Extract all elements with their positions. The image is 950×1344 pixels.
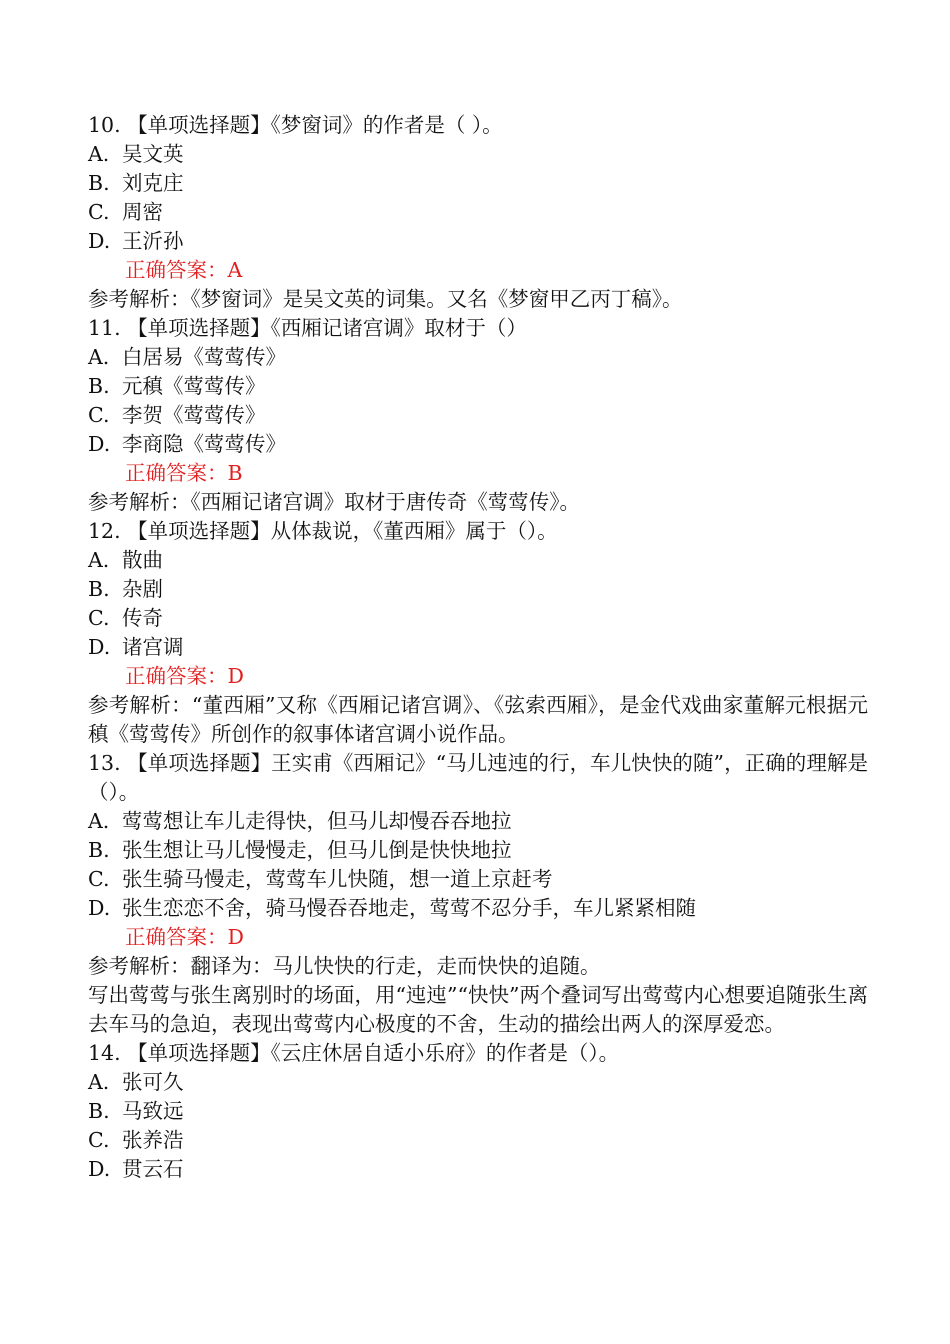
- option-a: A. 吴文英: [88, 142, 184, 166]
- option-d: D. 李商隐《莺莺传》: [88, 432, 286, 456]
- correct-answer: 正确答案：D: [125, 664, 244, 688]
- question-stem: 13. 【单项选择题】王实甫《西厢记》“马儿迍迍的行，车儿快快的随”，正确的理解是（）。: [88, 751, 868, 804]
- correct-answer: 正确答案：B: [125, 461, 243, 485]
- question-12: [88, 517, 868, 749]
- analysis: 参考解析：翻译为：马儿快快的行走，走而快快的追随。: [88, 954, 601, 978]
- question-stem: 10. 【单项选择题】《梦窗词》的作者是（ ）。: [88, 113, 503, 137]
- option-c: C. 李贺《莺莺传》: [88, 403, 266, 427]
- question-14: [88, 1039, 868, 1184]
- question-11: [88, 314, 868, 517]
- option-c: C. 周密: [88, 200, 163, 224]
- question-stem: 11. 【单项选择题】《西厢记诸宫调》取材于（）: [88, 316, 527, 340]
- option-b: B. 元稹《莺莺传》: [88, 374, 266, 398]
- option-d: D. 王沂孙: [88, 229, 184, 253]
- option-d: D. 诸宫调: [88, 635, 184, 659]
- option-c: C. 张养浩: [88, 1128, 184, 1152]
- option-d: D. 贯云石: [88, 1157, 184, 1181]
- question-13: [88, 749, 868, 1039]
- option-d: D. 张生恋恋不舍，骑马慢吞吞地走，莺莺不忍分手，车儿紧紧相随: [88, 896, 696, 920]
- option-a: A. 白居易《莺莺传》: [88, 345, 286, 369]
- option-b: B. 马致远: [88, 1099, 184, 1123]
- exam-page: [88, 111, 868, 1184]
- analysis-extra: 写出莺莺与张生离别时的场面，用“迍迍”“快快”两个叠词写出莺莺内心想要追随张生离去车马的急迫，表现出莺莺内心极度的不舍，生动的描绘出两人的深厚爱恋。: [88, 983, 868, 1036]
- option-a: A. 张可久: [88, 1070, 184, 1094]
- option-c: C. 传奇: [88, 606, 163, 630]
- option-a: A. 莺莺想让车儿走得快，但马儿却慢吞吞地拉: [88, 809, 512, 833]
- option-c: C. 张生骑马慢走，莺莺车儿快随，想一道上京赶考: [88, 867, 553, 891]
- question-stem: 14. 【单项选择题】《云庄休居自适小乐府》的作者是（）。: [88, 1041, 620, 1065]
- question-10: [88, 111, 868, 314]
- option-a: A. 散曲: [88, 548, 163, 572]
- correct-answer: 正确答案：A: [125, 258, 243, 282]
- analysis: 参考解析：《梦窗词》是吴文英的词集。又名《梦窗甲乙丙丁稿》。: [88, 287, 683, 311]
- analysis: 参考解析：《西厢记诸宫调》取材于唐传奇《莺莺传》。: [88, 490, 580, 514]
- correct-answer: 正确答案：D: [125, 925, 244, 949]
- option-b: B. 刘克庄: [88, 171, 184, 195]
- option-b: B. 杂剧: [88, 577, 163, 601]
- question-stem: 12. 【单项选择题】从体裁说，《董西厢》属于（）。: [88, 519, 558, 543]
- option-b: B. 张生想让马儿慢慢走，但马儿倒是快快地拉: [88, 838, 512, 862]
- analysis: 参考解析：“董西厢”又称《西厢记诸宫调》、《弦索西厢》，是金代戏曲家董解元根据元稹《莺莺传》所创作的叙事体诸宫调小说作品。: [88, 693, 868, 746]
